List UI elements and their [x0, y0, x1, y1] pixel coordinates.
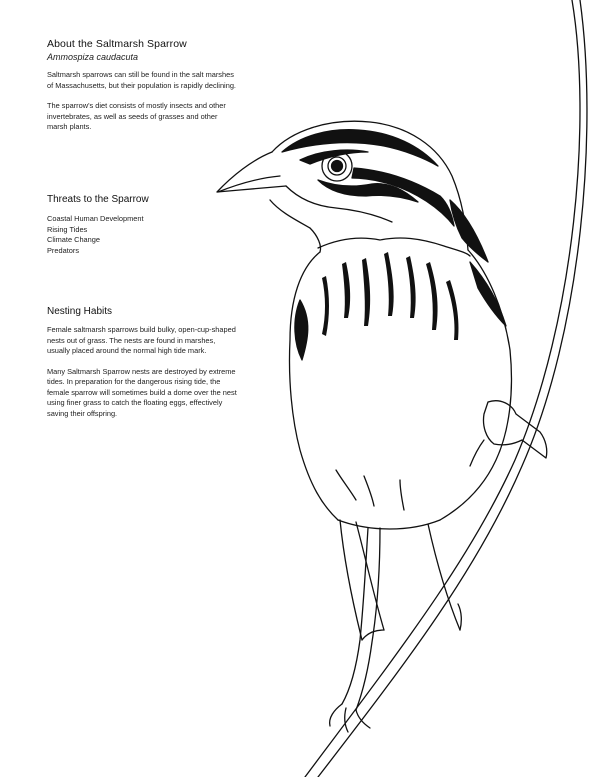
- side-mark: [295, 300, 308, 360]
- pupil: [332, 161, 343, 172]
- tail-tip: [362, 604, 461, 640]
- tail: [340, 520, 460, 640]
- wing-mark-2: [470, 262, 506, 326]
- reed-stem: [305, 0, 580, 777]
- upper-toe: [470, 440, 484, 466]
- nesting-paragraph-2: Many Saltmarsh Sparrow nests are destroyed by extreme tides. In preparation for the dangerous rising tide, the female sparrow will sometimes build a dome over the nest using finer grass to catch the floating eggs, effectively saving their offspring.: [47, 366, 237, 418]
- breast-streaks: [322, 252, 459, 340]
- wing-mark: [450, 200, 488, 262]
- scientific-name: Ammospiza caudacuta: [47, 52, 139, 62]
- beak: [217, 152, 286, 192]
- feather-lines: [336, 470, 404, 510]
- about-title: About the Saltmarsh Sparrow: [47, 38, 187, 50]
- leg-2: [356, 528, 380, 710]
- about-paragraph-2: The sparrow's diet consists of mostly insects and other invertebrates, as well as seeds of grasses and other marsh plants.: [47, 101, 226, 131]
- threat-item: Predators: [47, 245, 80, 255]
- reed-stem-inner: [318, 0, 587, 777]
- belly: [338, 520, 440, 529]
- threat-item: Coastal Human Development: [47, 214, 144, 223]
- nesting-paragraph-1: Female saltmarsh sparrows build bulky, open-cup-shaped nests out of grass. The nests are found in marshes, usually placed around the normal high tide mark.: [47, 325, 236, 355]
- upper-foot: [483, 401, 546, 458]
- nesting-title: Nesting Habits: [47, 306, 113, 317]
- threat-item: Rising Tides: [47, 224, 88, 234]
- threat-item: Climate Change: [47, 235, 100, 244]
- breast-texture: [318, 238, 470, 256]
- body-outline-left: [289, 252, 338, 520]
- threats-title: Threats to the Sparrow: [47, 194, 149, 205]
- throat: [270, 200, 321, 252]
- about-paragraph-1: Saltmarsh sparrows can still be found in the salt marshes of Massachusetts, but their population is rapidly declining.: [47, 70, 236, 90]
